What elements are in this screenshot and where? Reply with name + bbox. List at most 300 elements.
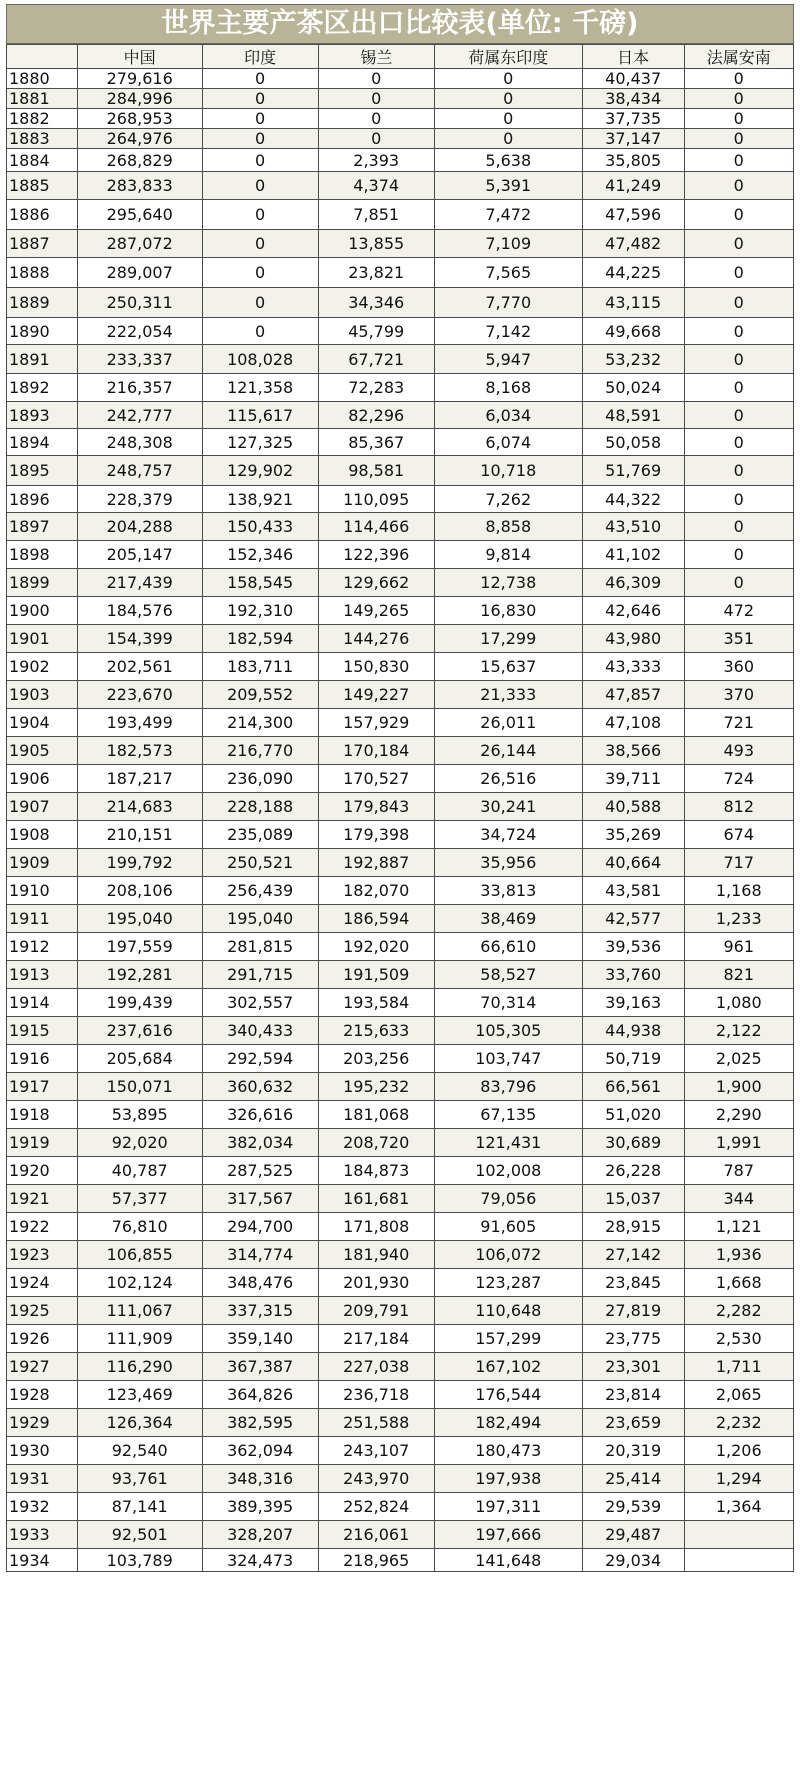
cell-india: 302,557	[202, 989, 318, 1017]
cell-china: 295,640	[77, 200, 202, 230]
cell-dutch-east-indies: 17,299	[434, 625, 582, 653]
cell-ceylon: 216,061	[318, 1521, 434, 1549]
cell-year: 1923	[7, 1241, 78, 1269]
cell-india: 0	[202, 109, 318, 129]
table-row	[7, 961, 794, 989]
cell-french-annam: 0	[684, 374, 793, 402]
cell-india: 382,595	[202, 1409, 318, 1437]
cell-french-annam: 1,294	[684, 1465, 793, 1493]
cell-year: 1919	[7, 1129, 78, 1157]
table-row	[7, 89, 794, 109]
cell-ceylon: 181,068	[318, 1101, 434, 1129]
table-row	[7, 129, 794, 149]
cell-india: 359,140	[202, 1325, 318, 1353]
cell-ceylon: 251,588	[318, 1409, 434, 1437]
cell-french-annam: 1,080	[684, 989, 793, 1017]
cell-dutch-east-indies: 7,472	[434, 200, 582, 230]
cell-dutch-east-indies: 70,314	[434, 989, 582, 1017]
cell-japan: 37,147	[582, 129, 684, 149]
table-row	[7, 1101, 794, 1129]
cell-dutch-east-indies: 26,516	[434, 765, 582, 793]
cell-year: 1891	[7, 345, 78, 374]
cell-india: 214,300	[202, 709, 318, 737]
cell-china: 116,290	[77, 1353, 202, 1381]
cell-year: 1889	[7, 288, 78, 318]
cell-japan: 44,322	[582, 486, 684, 513]
table-row	[7, 200, 794, 230]
cell-china: 204,288	[77, 513, 202, 541]
table-row	[7, 1017, 794, 1045]
cell-india: 192,310	[202, 597, 318, 625]
cell-dutch-east-indies: 83,796	[434, 1073, 582, 1101]
cell-china: 103,789	[77, 1549, 202, 1572]
cell-china: 154,399	[77, 625, 202, 653]
cell-ceylon: 208,720	[318, 1129, 434, 1157]
table-row	[7, 1493, 794, 1521]
cell-french-annam: 1,206	[684, 1437, 793, 1465]
cell-year: 1906	[7, 765, 78, 793]
cell-dutch-east-indies: 102,008	[434, 1157, 582, 1185]
cell-japan: 41,102	[582, 541, 684, 569]
cell-india: 152,346	[202, 541, 318, 569]
cell-year: 1920	[7, 1157, 78, 1185]
cell-china: 93,761	[77, 1465, 202, 1493]
cell-china: 126,364	[77, 1409, 202, 1437]
cell-year: 1916	[7, 1045, 78, 1073]
cell-china: 287,072	[77, 230, 202, 258]
table-row	[7, 1185, 794, 1213]
cell-china: 87,141	[77, 1493, 202, 1521]
cell-french-annam: 721	[684, 709, 793, 737]
cell-french-annam: 0	[684, 569, 793, 597]
cell-china: 210,151	[77, 821, 202, 849]
header-cell-ceylon: 锡兰	[318, 45, 434, 69]
cell-china: 102,124	[77, 1269, 202, 1297]
cell-japan: 49,668	[582, 318, 684, 345]
cell-japan: 42,577	[582, 905, 684, 933]
cell-china: 248,308	[77, 429, 202, 456]
cell-dutch-east-indies: 21,333	[434, 681, 582, 709]
cell-india: 360,632	[202, 1073, 318, 1101]
cell-china: 284,996	[77, 89, 202, 109]
cell-china: 150,071	[77, 1073, 202, 1101]
cell-dutch-east-indies: 5,638	[434, 149, 582, 172]
cell-ceylon: 0	[318, 109, 434, 129]
cell-year: 1914	[7, 989, 78, 1017]
cell-india: 216,770	[202, 737, 318, 765]
cell-india: 182,594	[202, 625, 318, 653]
cell-china: 111,909	[77, 1325, 202, 1353]
cell-china: 264,976	[77, 129, 202, 149]
table-row	[7, 402, 794, 429]
table-row	[7, 374, 794, 402]
cell-ceylon: 149,265	[318, 597, 434, 625]
table-row	[7, 989, 794, 1017]
cell-french-annam: 1,121	[684, 1213, 793, 1241]
cell-french-annam	[684, 1521, 793, 1549]
table-row	[7, 456, 794, 486]
cell-year: 1921	[7, 1185, 78, 1213]
cell-ceylon: 122,396	[318, 541, 434, 569]
cell-india: 236,090	[202, 765, 318, 793]
table-row	[7, 653, 794, 681]
cell-dutch-east-indies: 103,747	[434, 1045, 582, 1073]
header-row	[7, 45, 794, 69]
cell-india: 115,617	[202, 402, 318, 429]
table-row	[7, 513, 794, 541]
table-row	[7, 1325, 794, 1353]
cell-india: 0	[202, 200, 318, 230]
cell-japan: 43,115	[582, 288, 684, 318]
cell-dutch-east-indies: 182,494	[434, 1409, 582, 1437]
cell-ceylon: 181,940	[318, 1241, 434, 1269]
table-row	[7, 597, 794, 625]
cell-dutch-east-indies: 121,431	[434, 1129, 582, 1157]
cell-french-annam: 1,364	[684, 1493, 793, 1521]
cell-ceylon: 192,887	[318, 849, 434, 877]
cell-india: 291,715	[202, 961, 318, 989]
cell-japan: 47,108	[582, 709, 684, 737]
cell-india: 0	[202, 129, 318, 149]
header-cell-japan: 日本	[582, 45, 684, 69]
cell-dutch-east-indies: 123,287	[434, 1269, 582, 1297]
cell-ceylon: 98,581	[318, 456, 434, 486]
cell-ceylon: 144,276	[318, 625, 434, 653]
cell-french-annam: 493	[684, 737, 793, 765]
cell-french-annam: 2,530	[684, 1325, 793, 1353]
cell-year: 1901	[7, 625, 78, 653]
cell-year: 1911	[7, 905, 78, 933]
cell-dutch-east-indies: 0	[434, 69, 582, 89]
table-row	[7, 1353, 794, 1381]
cell-japan: 41,249	[582, 172, 684, 200]
cell-china: 195,040	[77, 905, 202, 933]
cell-china: 237,616	[77, 1017, 202, 1045]
cell-ceylon: 23,821	[318, 258, 434, 288]
table-row	[7, 288, 794, 318]
cell-year: 1899	[7, 569, 78, 597]
cell-french-annam: 1,168	[684, 877, 793, 905]
cell-china: 123,469	[77, 1381, 202, 1409]
cell-french-annam: 0	[684, 402, 793, 429]
cell-ceylon: 0	[318, 69, 434, 89]
cell-ceylon: 179,843	[318, 793, 434, 821]
cell-ceylon: 2,393	[318, 149, 434, 172]
table-row	[7, 1213, 794, 1241]
table-row	[7, 737, 794, 765]
cell-dutch-east-indies: 79,056	[434, 1185, 582, 1213]
table-row	[7, 230, 794, 258]
header-cell-french-annam: 法属安南	[684, 45, 793, 69]
cell-year: 1933	[7, 1521, 78, 1549]
cell-india: 314,774	[202, 1241, 318, 1269]
cell-ceylon: 227,038	[318, 1353, 434, 1381]
cell-dutch-east-indies: 30,241	[434, 793, 582, 821]
cell-china: 193,499	[77, 709, 202, 737]
cell-japan: 27,819	[582, 1297, 684, 1325]
cell-china: 92,540	[77, 1437, 202, 1465]
cell-china: 205,684	[77, 1045, 202, 1073]
cell-french-annam: 351	[684, 625, 793, 653]
cell-french-annam: 0	[684, 200, 793, 230]
cell-year: 1913	[7, 961, 78, 989]
cell-ceylon: 186,594	[318, 905, 434, 933]
cell-french-annam: 1,233	[684, 905, 793, 933]
cell-china: 214,683	[77, 793, 202, 821]
cell-year: 1934	[7, 1549, 78, 1572]
cell-french-annam: 0	[684, 541, 793, 569]
cell-dutch-east-indies: 5,391	[434, 172, 582, 200]
cell-japan: 39,536	[582, 933, 684, 961]
cell-french-annam: 2,232	[684, 1409, 793, 1437]
cell-japan: 43,980	[582, 625, 684, 653]
cell-china: 208,106	[77, 877, 202, 905]
cell-french-annam: 0	[684, 172, 793, 200]
cell-year: 1885	[7, 172, 78, 200]
cell-french-annam: 0	[684, 429, 793, 456]
cell-ceylon: 243,107	[318, 1437, 434, 1465]
cell-ceylon: 7,851	[318, 200, 434, 230]
cell-india: 362,094	[202, 1437, 318, 1465]
cell-ceylon: 4,374	[318, 172, 434, 200]
cell-india: 326,616	[202, 1101, 318, 1129]
cell-india: 389,395	[202, 1493, 318, 1521]
cell-japan: 28,915	[582, 1213, 684, 1241]
cell-india: 281,815	[202, 933, 318, 961]
cell-japan: 29,487	[582, 1521, 684, 1549]
cell-dutch-east-indies: 16,830	[434, 597, 582, 625]
cell-year: 1897	[7, 513, 78, 541]
cell-year: 1905	[7, 737, 78, 765]
table-row	[7, 933, 794, 961]
cell-year: 1931	[7, 1465, 78, 1493]
cell-dutch-east-indies: 26,011	[434, 709, 582, 737]
cell-year: 1894	[7, 429, 78, 456]
cell-india: 0	[202, 288, 318, 318]
cell-french-annam: 360	[684, 653, 793, 681]
cell-japan: 26,228	[582, 1157, 684, 1185]
cell-japan: 43,333	[582, 653, 684, 681]
cell-japan: 43,581	[582, 877, 684, 905]
cell-french-annam	[684, 1549, 793, 1572]
cell-india: 127,325	[202, 429, 318, 456]
cell-ceylon: 193,584	[318, 989, 434, 1017]
cell-japan: 40,588	[582, 793, 684, 821]
cell-japan: 43,510	[582, 513, 684, 541]
cell-year: 1912	[7, 933, 78, 961]
table-row	[7, 681, 794, 709]
cell-india: 324,473	[202, 1549, 318, 1572]
cell-china: 53,895	[77, 1101, 202, 1129]
header-cell-india: 印度	[202, 45, 318, 69]
table-row	[7, 905, 794, 933]
cell-french-annam: 1,936	[684, 1241, 793, 1269]
cell-dutch-east-indies: 5,947	[434, 345, 582, 374]
cell-french-annam: 2,065	[684, 1381, 793, 1409]
cell-year: 1926	[7, 1325, 78, 1353]
cell-china: 76,810	[77, 1213, 202, 1241]
cell-dutch-east-indies: 197,938	[434, 1465, 582, 1493]
cell-india: 292,594	[202, 1045, 318, 1073]
table-body	[7, 69, 794, 1572]
cell-year: 1925	[7, 1297, 78, 1325]
cell-india: 0	[202, 172, 318, 200]
table-row	[7, 69, 794, 89]
cell-india: 0	[202, 149, 318, 172]
cell-china: 199,792	[77, 849, 202, 877]
cell-ceylon: 114,466	[318, 513, 434, 541]
cell-japan: 23,659	[582, 1409, 684, 1437]
cell-dutch-east-indies: 6,074	[434, 429, 582, 456]
cell-french-annam: 472	[684, 597, 793, 625]
cell-ceylon: 195,232	[318, 1073, 434, 1101]
cell-india: 195,040	[202, 905, 318, 933]
table-row	[7, 1549, 794, 1572]
cell-japan: 51,020	[582, 1101, 684, 1129]
cell-dutch-east-indies: 66,610	[434, 933, 582, 961]
cell-china: 205,147	[77, 541, 202, 569]
cell-year: 1882	[7, 109, 78, 129]
cell-dutch-east-indies: 197,666	[434, 1521, 582, 1549]
cell-china: 182,573	[77, 737, 202, 765]
cell-india: 364,826	[202, 1381, 318, 1409]
cell-dutch-east-indies: 7,262	[434, 486, 582, 513]
cell-ceylon: 252,824	[318, 1493, 434, 1521]
cell-ceylon: 150,830	[318, 653, 434, 681]
cell-dutch-east-indies: 38,469	[434, 905, 582, 933]
cell-china: 202,561	[77, 653, 202, 681]
table-row	[7, 821, 794, 849]
cell-year: 1929	[7, 1409, 78, 1437]
cell-ceylon: 110,095	[318, 486, 434, 513]
cell-china: 106,855	[77, 1241, 202, 1269]
cell-japan: 46,309	[582, 569, 684, 597]
cell-ceylon: 85,367	[318, 429, 434, 456]
cell-china: 92,501	[77, 1521, 202, 1549]
cell-india: 0	[202, 89, 318, 109]
cell-dutch-east-indies: 33,813	[434, 877, 582, 905]
cell-dutch-east-indies: 12,738	[434, 569, 582, 597]
cell-china: 222,054	[77, 318, 202, 345]
cell-china: 92,020	[77, 1129, 202, 1157]
table-row	[7, 541, 794, 569]
table-row	[7, 793, 794, 821]
cell-dutch-east-indies: 34,724	[434, 821, 582, 849]
cell-year: 1898	[7, 541, 78, 569]
cell-dutch-east-indies: 197,311	[434, 1493, 582, 1521]
cell-french-annam: 0	[684, 258, 793, 288]
cell-japan: 48,591	[582, 402, 684, 429]
table-row	[7, 1269, 794, 1297]
cell-china: 289,007	[77, 258, 202, 288]
cell-french-annam: 0	[684, 513, 793, 541]
cell-french-annam: 2,282	[684, 1297, 793, 1325]
cell-french-annam: 2,025	[684, 1045, 793, 1073]
cell-french-annam: 674	[684, 821, 793, 849]
cell-japan: 38,566	[582, 737, 684, 765]
cell-ceylon: 0	[318, 129, 434, 149]
cell-dutch-east-indies: 106,072	[434, 1241, 582, 1269]
cell-year: 1910	[7, 877, 78, 905]
cell-french-annam: 0	[684, 486, 793, 513]
cell-china: 192,281	[77, 961, 202, 989]
cell-india: 382,034	[202, 1129, 318, 1157]
cell-ceylon: 45,799	[318, 318, 434, 345]
cell-ceylon: 203,256	[318, 1045, 434, 1073]
cell-india: 328,207	[202, 1521, 318, 1549]
cell-india: 256,439	[202, 877, 318, 905]
cell-india: 228,188	[202, 793, 318, 821]
cell-year: 1904	[7, 709, 78, 737]
cell-year: 1908	[7, 821, 78, 849]
tea-export-table	[6, 44, 794, 1572]
cell-ceylon: 149,227	[318, 681, 434, 709]
cell-ceylon: 34,346	[318, 288, 434, 318]
cell-year: 1922	[7, 1213, 78, 1241]
cell-french-annam: 1,668	[684, 1269, 793, 1297]
header-cell-dutch-east-indies: 荷属东印度	[434, 45, 582, 69]
cell-french-annam: 0	[684, 345, 793, 374]
cell-japan: 44,938	[582, 1017, 684, 1045]
cell-ceylon: 179,398	[318, 821, 434, 849]
cell-japan: 51,769	[582, 456, 684, 486]
cell-year: 1887	[7, 230, 78, 258]
cell-french-annam: 2,290	[684, 1101, 793, 1129]
cell-dutch-east-indies: 8,858	[434, 513, 582, 541]
cell-french-annam: 0	[684, 230, 793, 258]
cell-year: 1881	[7, 89, 78, 109]
cell-dutch-east-indies: 8,168	[434, 374, 582, 402]
cell-japan: 40,664	[582, 849, 684, 877]
cell-french-annam: 1,711	[684, 1353, 793, 1381]
cell-dutch-east-indies: 7,565	[434, 258, 582, 288]
cell-japan: 37,735	[582, 109, 684, 129]
cell-dutch-east-indies: 110,648	[434, 1297, 582, 1325]
cell-ceylon: 201,930	[318, 1269, 434, 1297]
cell-year: 1883	[7, 129, 78, 149]
table-row	[7, 1241, 794, 1269]
cell-french-annam: 0	[684, 89, 793, 109]
cell-dutch-east-indies: 167,102	[434, 1353, 582, 1381]
cell-french-annam: 0	[684, 69, 793, 89]
cell-japan: 20,319	[582, 1437, 684, 1465]
cell-japan: 30,689	[582, 1129, 684, 1157]
table-row	[7, 345, 794, 374]
cell-ceylon: 218,965	[318, 1549, 434, 1572]
cell-year: 1893	[7, 402, 78, 429]
cell-japan: 15,037	[582, 1185, 684, 1213]
cell-ceylon: 184,873	[318, 1157, 434, 1185]
cell-japan: 47,482	[582, 230, 684, 258]
cell-ceylon: 236,718	[318, 1381, 434, 1409]
cell-year: 1888	[7, 258, 78, 288]
cell-year: 1900	[7, 597, 78, 625]
cell-japan: 35,805	[582, 149, 684, 172]
cell-dutch-east-indies: 157,299	[434, 1325, 582, 1353]
cell-year: 1896	[7, 486, 78, 513]
cell-ceylon: 13,855	[318, 230, 434, 258]
cell-year: 1880	[7, 69, 78, 89]
table-row	[7, 1045, 794, 1073]
cell-dutch-east-indies: 6,034	[434, 402, 582, 429]
cell-india: 235,089	[202, 821, 318, 849]
cell-india: 138,921	[202, 486, 318, 513]
table-title: 世界主要产茶区出口比较表(单位: 千磅)	[6, 4, 794, 44]
cell-dutch-east-indies: 67,135	[434, 1101, 582, 1129]
cell-japan: 47,596	[582, 200, 684, 230]
cell-india: 367,387	[202, 1353, 318, 1381]
cell-china: 199,439	[77, 989, 202, 1017]
